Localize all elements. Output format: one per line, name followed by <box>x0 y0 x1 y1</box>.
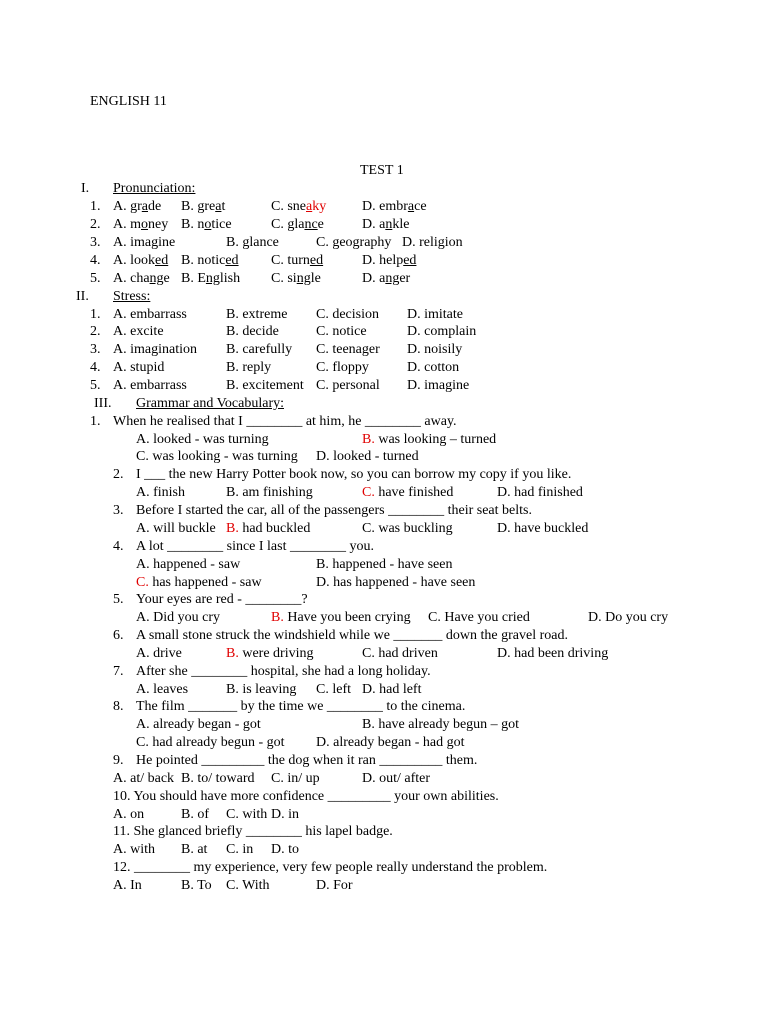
question-text: 12. ________ my experience, very few people really understand the problem. <box>113 860 548 875</box>
question-text: After she ________ hospital, she had a long holiday. <box>136 664 431 679</box>
option-b: B. To <box>181 878 212 893</box>
option-b: B. great <box>181 199 226 214</box>
option-a: A. excite <box>113 324 164 339</box>
option-c: C. had already begun - got <box>136 735 285 750</box>
section-number: II. <box>76 289 89 304</box>
option-c: C. sneaky <box>271 199 327 214</box>
option-a: A. money <box>113 217 169 232</box>
option-c: C. turned <box>271 253 324 268</box>
question-number: 5. <box>113 592 124 607</box>
option-c: C. decision <box>316 307 379 322</box>
section-heading: Grammar and Vocabulary: <box>136 396 284 411</box>
option-d: D. complain <box>407 324 477 339</box>
option-a: A. imagination <box>113 342 197 357</box>
question-text: He pointed _________ the dog when it ran _________ them. <box>136 753 478 768</box>
option-b: B. decide <box>226 324 279 339</box>
option-c: C. notice <box>316 324 367 339</box>
option-c: C. With <box>226 878 270 893</box>
item-number: 3. <box>90 342 101 357</box>
option-a: A. on <box>113 807 145 822</box>
option-b: B. noticed <box>181 253 239 268</box>
option-d: D. ankle <box>362 217 410 232</box>
option-a: A. happened - saw <box>136 557 241 572</box>
question-number: 3. <box>113 503 124 518</box>
option-d: D. religion <box>402 235 463 250</box>
option-c: C. geography <box>316 235 392 250</box>
question-number: 8. <box>113 699 124 714</box>
option-d: D. to <box>271 842 299 857</box>
item-number: 1. <box>90 307 101 322</box>
option-b: B. English <box>181 271 241 286</box>
option-d: D. helped <box>362 253 417 268</box>
option-b: B. reply <box>226 360 272 375</box>
option-c: C. has happened - saw <box>136 575 262 590</box>
option-c: C. have finished <box>362 485 454 500</box>
option-c: C. had driven <box>362 646 438 661</box>
option-c: C. was buckling <box>362 521 453 536</box>
option-d: D. embrace <box>362 199 427 214</box>
option-a: A. stupid <box>113 360 165 375</box>
option-c: C. floppy <box>316 360 369 375</box>
option-c: C. left <box>316 682 351 697</box>
option-b: B. am finishing <box>226 485 313 500</box>
option-d: D. anger <box>362 271 411 286</box>
option-d: D. have buckled <box>497 521 589 536</box>
item-number: 5. <box>90 271 101 286</box>
test-title: TEST 1 <box>360 163 404 178</box>
option-b: B. is leaving <box>226 682 297 697</box>
option-d: D. has happened - have seen <box>316 575 476 590</box>
option-d: D. out/ after <box>362 771 431 786</box>
question-number: 7. <box>113 664 124 679</box>
item-number: 2. <box>90 324 101 339</box>
option-b: B. happened - have seen <box>316 557 453 572</box>
question-number: 1. <box>90 414 101 429</box>
question-text: Your eyes are red - ________? <box>136 592 308 607</box>
option-a: A. embarrass <box>113 307 187 322</box>
option-b: B. excitement <box>226 378 304 393</box>
option-a: A. looked - was turning <box>136 432 269 447</box>
option-d: D. noisily <box>407 342 463 357</box>
option-d: D. imagine <box>407 378 470 393</box>
course-header: ENGLISH 11 <box>90 94 167 109</box>
option-b: B. was looking – turned <box>362 432 497 447</box>
option-d: D. For <box>316 878 353 893</box>
option-c: C. single <box>271 271 321 286</box>
option-a: A. finish <box>136 485 185 500</box>
option-d: D. imitate <box>407 307 463 322</box>
question-number: 6. <box>113 628 124 643</box>
option-c: C. personal <box>316 378 380 393</box>
question-number: 4. <box>113 539 124 554</box>
option-d: D. in <box>271 807 299 822</box>
option-d: D. had been driving <box>497 646 609 661</box>
option-a: A. grade <box>113 199 162 214</box>
option-c: C. glance <box>271 217 324 232</box>
section-number: III. <box>94 396 112 411</box>
option-c: C. teenager <box>316 342 380 357</box>
item-number: 2. <box>90 217 101 232</box>
option-a: A. change <box>113 271 170 286</box>
option-b: B. extreme <box>226 307 288 322</box>
question-text: A lot ________ since I last ________ you. <box>136 539 374 554</box>
question-text: 11. She glanced briefly ________ his lapel badge. <box>113 824 393 839</box>
question-text: 10. You should have more confidence _________ your own abilities. <box>113 789 499 804</box>
question-text: I ___ the new Harry Potter book now, so you can borrow my copy if you like. <box>136 467 572 482</box>
item-number: 4. <box>90 360 101 375</box>
question-text: A small stone struck the windshield while we _______ down the gravel road. <box>136 628 568 643</box>
option-a: A. will buckle <box>136 521 216 536</box>
option-a: A. In <box>113 878 142 893</box>
option-c: C. in/ up <box>271 771 320 786</box>
option-d: D. had left <box>362 682 422 697</box>
option-b: B. glance <box>226 235 279 250</box>
section-heading: Pronunciation: <box>113 181 196 196</box>
item-number: 5. <box>90 378 101 393</box>
question-number: 9. <box>113 753 124 768</box>
question-text: The film _______ by the time we ________ to the cinema. <box>136 699 466 714</box>
option-a: A. at/ back <box>113 771 175 786</box>
question-number: 2. <box>113 467 124 482</box>
option-d: D. looked - turned <box>316 449 419 464</box>
option-b: B. carefully <box>226 342 293 357</box>
option-a: A. imagine <box>113 235 176 250</box>
question-text: Before I started the car, all of the passengers ________ their seat belts. <box>136 503 532 518</box>
question-text: When he realised that I ________ at him, he ________ away. <box>113 414 457 429</box>
option-b: B. have already begun – got <box>362 717 520 732</box>
option-d: D. had finished <box>497 485 583 500</box>
item-number: 3. <box>90 235 101 250</box>
option-a: A. embarrass <box>113 378 187 393</box>
option-a: A. leaves <box>136 682 189 697</box>
option-b: B. notice <box>181 217 232 232</box>
option-d: D. cotton <box>407 360 460 375</box>
option-b: B. Have you been crying <box>271 610 411 625</box>
option-a: A. already began - got <box>136 717 261 732</box>
item-number: 4. <box>90 253 101 268</box>
section-number: I. <box>81 181 90 196</box>
item-number: 1. <box>90 199 101 214</box>
option-b: B. of <box>181 807 209 822</box>
option-c: C. in <box>226 842 254 857</box>
option-b: B. at <box>181 842 208 857</box>
option-a: A. with <box>113 842 155 857</box>
option-b: B. had buckled <box>226 521 311 536</box>
option-c: C. was looking - was turning <box>136 449 298 464</box>
section-heading: Stress: <box>113 289 151 304</box>
option-a: A. looked <box>113 253 169 268</box>
option-d: D. Do you cry <box>588 610 669 625</box>
option-c: C. with <box>226 807 268 822</box>
option-d: D. already began - had got <box>316 735 465 750</box>
option-b: B. were driving <box>226 646 314 661</box>
option-a: A. Did you cry <box>136 610 220 625</box>
option-a: A. drive <box>136 646 182 661</box>
option-b: B. to/ toward <box>181 771 255 786</box>
option-c: C. Have you cried <box>428 610 530 625</box>
